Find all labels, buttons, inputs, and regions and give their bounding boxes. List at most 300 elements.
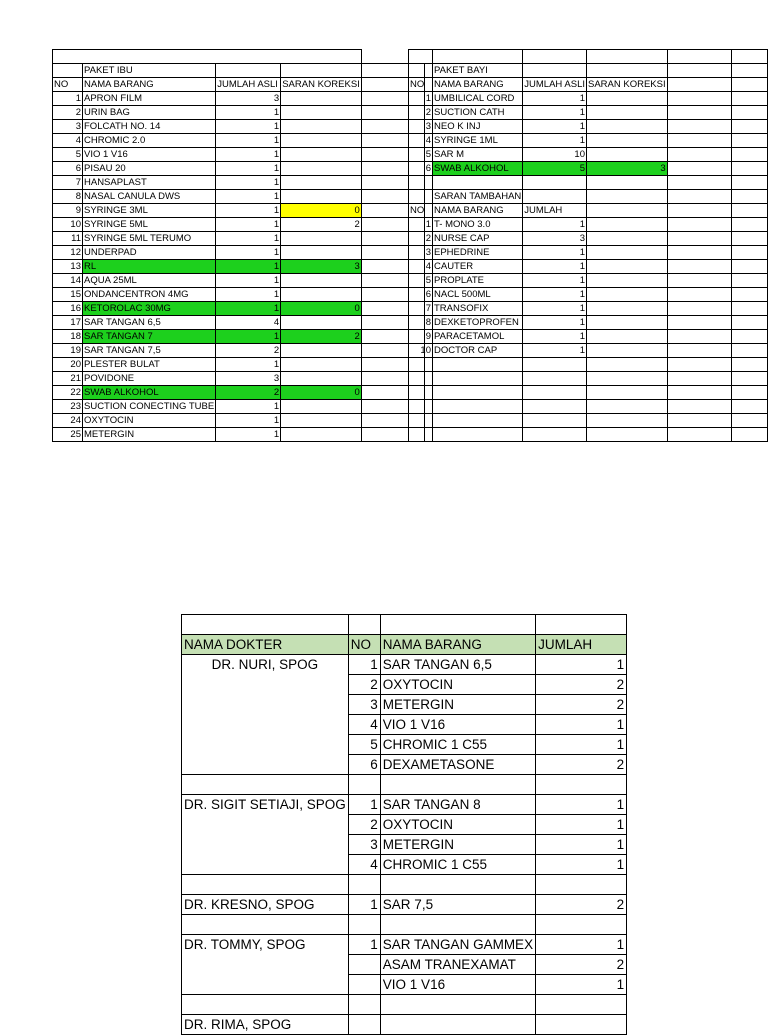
column-header-no[interactable]: NO	[53, 78, 83, 92]
item-saran[interactable]	[587, 120, 668, 134]
item-name[interactable]: PLESTER BULAT	[83, 358, 216, 372]
column-header-saran[interactable]: SARAN KOREKSI	[588, 79, 666, 90]
item-jumlah[interactable]: 2	[216, 344, 281, 358]
cell[interactable]	[587, 232, 668, 246]
item-name[interactable]: METERGIN	[380, 695, 535, 715]
item-name[interactable]: ASAM TRANEXAMAT	[380, 955, 535, 975]
cell[interactable]	[523, 386, 587, 400]
cell[interactable]	[667, 386, 731, 400]
cell[interactable]	[348, 915, 380, 935]
column-header-no[interactable]: NO	[409, 78, 433, 92]
cell[interactable]	[731, 414, 767, 428]
cell[interactable]	[587, 260, 668, 274]
cell[interactable]	[667, 92, 731, 106]
cell[interactable]	[587, 386, 668, 400]
item-jumlah[interactable]: 1	[216, 428, 281, 442]
item-saran[interactable]	[281, 120, 362, 134]
item-name[interactable]: HANSAPLAST	[83, 176, 216, 190]
item-jumlah[interactable]: 3	[216, 92, 281, 106]
item-name[interactable]: T- MONO 3.0	[433, 218, 523, 232]
cell[interactable]	[409, 372, 433, 386]
item-jumlah[interactable]: 1	[536, 815, 627, 835]
column-header-dokter[interactable]: NAMA DOKTER	[182, 635, 349, 655]
cell[interactable]	[348, 875, 380, 895]
row-no[interactable]	[348, 955, 380, 975]
cell[interactable]	[409, 428, 433, 442]
row-no[interactable]: 1	[409, 218, 433, 232]
cell[interactable]	[433, 386, 523, 400]
item-saran[interactable]	[281, 232, 362, 246]
cell[interactable]	[182, 995, 349, 1015]
item-name[interactable]: NURSE CAP	[433, 232, 523, 246]
item-saran[interactable]	[281, 92, 362, 106]
cell[interactable]	[731, 316, 767, 330]
row-no[interactable]: 21	[53, 372, 83, 386]
item-saran[interactable]	[281, 316, 362, 330]
cell[interactable]	[182, 915, 349, 935]
item-jumlah[interactable]	[536, 1015, 627, 1035]
item-name[interactable]: DEXKETOPROFEN	[433, 316, 523, 330]
item-jumlah[interactable]: 1	[536, 655, 627, 675]
doctor-name[interactable]: DR. NURI, SPOG	[182, 655, 349, 775]
item-name[interactable]: SAR TANGAN 7	[83, 330, 216, 344]
item-jumlah[interactable]: 1	[536, 975, 627, 995]
item-name[interactable]: METERGIN	[83, 428, 216, 442]
cell[interactable]	[409, 386, 433, 400]
cell[interactable]	[433, 50, 523, 64]
item-jumlah[interactable]: 2	[536, 895, 627, 915]
cell[interactable]	[731, 106, 767, 120]
item-jumlah[interactable]: 2	[536, 675, 627, 695]
cell[interactable]	[281, 64, 362, 78]
cell[interactable]	[587, 274, 668, 288]
cell[interactable]	[587, 204, 668, 218]
cell[interactable]	[587, 176, 668, 190]
cell[interactable]	[731, 372, 767, 386]
cell[interactable]	[667, 246, 731, 260]
cell[interactable]	[380, 615, 535, 635]
item-jumlah[interactable]: 1	[523, 92, 587, 106]
item-name[interactable]: POVIDONE	[83, 372, 216, 386]
cell[interactable]	[380, 875, 535, 895]
item-jumlah[interactable]: 10	[523, 148, 587, 162]
row-no[interactable]: 6	[409, 288, 433, 302]
cell[interactable]	[380, 995, 535, 1015]
item-name[interactable]: APRON FILM	[83, 92, 216, 106]
item-name[interactable]: SAR TANGAN 6,5	[83, 316, 216, 330]
item-name[interactable]: SUCTION CATH	[433, 106, 523, 120]
cell[interactable]	[523, 400, 587, 414]
item-name[interactable]: KETOROLAC 30MG	[83, 302, 216, 316]
cell[interactable]	[667, 162, 731, 176]
row-no[interactable]: 4	[348, 855, 380, 875]
cell[interactable]	[667, 232, 731, 246]
cell[interactable]	[731, 78, 767, 92]
cell[interactable]	[731, 120, 767, 134]
cell[interactable]	[587, 246, 668, 260]
cell[interactable]	[731, 218, 767, 232]
item-name[interactable]: NEO K INJ	[433, 120, 523, 134]
row-no[interactable]: 14	[53, 274, 83, 288]
cell[interactable]	[731, 162, 767, 176]
item-jumlah[interactable]: 2	[216, 386, 281, 400]
column-header-no[interactable]: NO	[409, 204, 433, 218]
item-name[interactable]: CHROMIC 1 C55	[380, 855, 535, 875]
cell[interactable]	[667, 260, 731, 274]
item-name[interactable]: VIO 1 V16	[380, 715, 535, 735]
cell[interactable]	[536, 915, 627, 935]
row-no[interactable]: 11	[53, 232, 83, 246]
cell[interactable]	[731, 92, 767, 106]
doctor-name[interactable]: DR. KRESNO, SPOG	[182, 895, 349, 915]
row-no[interactable]: 5	[409, 148, 433, 162]
cell[interactable]	[667, 358, 731, 372]
cell[interactable]	[182, 615, 349, 635]
item-name[interactable]: METERGIN	[380, 835, 535, 855]
item-saran[interactable]	[281, 176, 362, 190]
row-no[interactable]: 3	[348, 695, 380, 715]
item-saran[interactable]	[281, 106, 362, 120]
row-no[interactable]: 8	[53, 190, 83, 204]
item-name[interactable]: FOLCATH NO. 14	[83, 120, 216, 134]
cell[interactable]	[587, 218, 668, 232]
item-name[interactable]: PARACETAMOL	[433, 330, 523, 344]
row-no[interactable]	[348, 975, 380, 995]
item-saran[interactable]: 2	[281, 330, 362, 344]
item-name[interactable]: SYRINGE 3ML	[83, 204, 216, 218]
cell[interactable]	[348, 615, 380, 635]
cell[interactable]	[731, 344, 767, 358]
item-name[interactable]	[380, 1015, 535, 1035]
row-no[interactable]: 3	[409, 120, 433, 134]
row-no[interactable]: 25	[53, 428, 83, 442]
row-no[interactable]: 6	[409, 162, 433, 176]
cell[interactable]	[667, 274, 731, 288]
item-saran[interactable]: 2	[281, 218, 362, 232]
cell[interactable]	[523, 190, 587, 204]
cell[interactable]	[731, 134, 767, 148]
item-saran[interactable]	[281, 246, 362, 260]
item-saran[interactable]	[587, 134, 668, 148]
cell[interactable]	[523, 176, 587, 190]
cell[interactable]	[348, 775, 380, 795]
doctor-name[interactable]: DR. SIGIT SETIAJI, SPOG	[182, 795, 349, 875]
cell[interactable]	[667, 414, 731, 428]
item-jumlah[interactable]: 1	[216, 400, 281, 414]
item-name[interactable]: PROPLATE	[433, 274, 523, 288]
cell[interactable]	[667, 218, 731, 232]
item-name[interactable]: SYRINGE 1ML	[433, 134, 523, 148]
cell[interactable]	[587, 428, 668, 442]
cell[interactable]	[409, 190, 433, 204]
cell[interactable]	[433, 372, 523, 386]
row-no[interactable]: 7	[53, 176, 83, 190]
cell[interactable]	[667, 344, 731, 358]
item-jumlah[interactable]: 1	[216, 288, 281, 302]
cell[interactable]	[523, 64, 587, 78]
cell[interactable]	[667, 148, 731, 162]
item-saran[interactable]	[281, 190, 362, 204]
cell[interactable]	[587, 372, 668, 386]
item-jumlah[interactable]: 1	[536, 855, 627, 875]
item-name[interactable]: TRANSOFIX	[433, 302, 523, 316]
row-no[interactable]: 1	[409, 92, 433, 106]
cell[interactable]	[53, 64, 83, 78]
row-no[interactable]: 4	[348, 715, 380, 735]
item-saran[interactable]	[587, 148, 668, 162]
item-name[interactable]: OXYTOCIN	[380, 815, 535, 835]
section-title[interactable]: PAKET IBU	[83, 64, 216, 78]
cell[interactable]	[667, 428, 731, 442]
cell[interactable]	[731, 204, 767, 218]
row-no[interactable]: 18	[53, 330, 83, 344]
row-no[interactable]: 17	[53, 316, 83, 330]
row-no[interactable]: 10	[53, 218, 83, 232]
item-name[interactable]: NACL 500ML	[433, 288, 523, 302]
row-no[interactable]: 3	[409, 246, 433, 260]
item-saran[interactable]	[587, 92, 668, 106]
row-no[interactable]: 1	[53, 92, 83, 106]
item-name[interactable]: URIN BAG	[83, 106, 216, 120]
item-name[interactable]: SAR TANGAN 6,5	[380, 655, 535, 675]
cell[interactable]	[409, 400, 433, 414]
item-saran[interactable]	[281, 148, 362, 162]
item-jumlah[interactable]: 1	[216, 190, 281, 204]
item-jumlah[interactable]: 1	[523, 302, 587, 316]
cell[interactable]	[587, 330, 668, 344]
item-jumlah[interactable]: 1	[523, 316, 587, 330]
item-jumlah[interactable]: 3	[523, 232, 587, 246]
cell[interactable]	[731, 386, 767, 400]
row-no[interactable]: 23	[53, 400, 83, 414]
item-name[interactable]: DEXAMETASONE	[380, 755, 535, 775]
item-name[interactable]: SUCTION CONECTING TUBE	[84, 401, 215, 412]
row-no[interactable]: 6	[348, 755, 380, 775]
item-jumlah[interactable]: 1	[523, 344, 587, 358]
row-no[interactable]: 9	[53, 204, 83, 218]
row-no[interactable]: 2	[348, 675, 380, 695]
item-name[interactable]: OXYTOCIN	[83, 414, 216, 428]
item-name[interactable]: UNDERPAD	[83, 246, 216, 260]
cell[interactable]	[523, 428, 587, 442]
row-no[interactable]: 8	[409, 316, 433, 330]
cell[interactable]	[667, 64, 731, 78]
item-name[interactable]: AQUA 25ML	[83, 274, 216, 288]
row-no[interactable]: 4	[409, 134, 433, 148]
row-no[interactable]: 6	[53, 162, 83, 176]
cell[interactable]	[380, 775, 535, 795]
item-jumlah[interactable]: 1	[523, 246, 587, 260]
cell[interactable]	[667, 204, 731, 218]
cell[interactable]	[731, 50, 767, 64]
cell[interactable]	[433, 358, 523, 372]
cell[interactable]	[667, 330, 731, 344]
item-name[interactable]: VIO 1 V16	[83, 148, 216, 162]
item-jumlah[interactable]: 1	[523, 288, 587, 302]
cell[interactable]	[348, 995, 380, 1015]
row-no[interactable]: 5	[53, 148, 83, 162]
item-jumlah[interactable]: 1	[216, 148, 281, 162]
item-name[interactable]: SAR TANGAN 7,5	[83, 344, 216, 358]
row-no[interactable]: 2	[53, 106, 83, 120]
cell[interactable]	[667, 50, 731, 64]
item-jumlah[interactable]: 1	[536, 795, 627, 815]
item-jumlah[interactable]: 2	[536, 695, 627, 715]
item-jumlah[interactable]: 1	[523, 218, 587, 232]
cell[interactable]	[731, 260, 767, 274]
item-jumlah[interactable]: 1	[216, 106, 281, 120]
item-jumlah[interactable]: 1	[523, 134, 587, 148]
item-jumlah[interactable]: 3	[216, 372, 281, 386]
cell[interactable]	[53, 50, 362, 64]
item-name[interactable]: CHROMIC 2.0	[83, 134, 216, 148]
cell[interactable]	[433, 400, 523, 414]
row-no[interactable]: 9	[409, 330, 433, 344]
item-name[interactable]: SAR 7,5	[380, 895, 535, 915]
item-name[interactable]: SYRINGE 5ML	[83, 218, 216, 232]
cell[interactable]	[587, 358, 668, 372]
item-jumlah[interactable]: 1	[216, 330, 281, 344]
item-name[interactable]: PISAU 20	[83, 162, 216, 176]
item-saran[interactable]	[281, 400, 362, 414]
cell[interactable]	[409, 50, 433, 64]
item-jumlah[interactable]: 1	[216, 232, 281, 246]
section-title[interactable]: SARAN TAMBAHAN	[434, 191, 522, 202]
cell[interactable]	[731, 330, 767, 344]
cell[interactable]	[587, 288, 668, 302]
item-jumlah[interactable]: 1	[216, 218, 281, 232]
cell[interactable]	[409, 176, 433, 190]
cell[interactable]	[216, 64, 281, 78]
row-no[interactable]: 19	[53, 344, 83, 358]
cell[interactable]	[667, 400, 731, 414]
row-no[interactable]: 13	[53, 260, 83, 274]
cell[interactable]	[536, 775, 627, 795]
row-no[interactable]: 24	[53, 414, 83, 428]
item-saran[interactable]: 3	[587, 162, 668, 176]
item-saran[interactable]	[281, 288, 362, 302]
item-jumlah[interactable]: 1	[216, 302, 281, 316]
row-no[interactable]: 4	[53, 134, 83, 148]
item-saran[interactable]	[281, 414, 362, 428]
cell[interactable]	[409, 64, 433, 78]
row-no[interactable]: 4	[409, 260, 433, 274]
item-name[interactable]: CHROMIC 1 C55	[380, 735, 535, 755]
item-jumlah[interactable]: 1	[216, 120, 281, 134]
item-jumlah[interactable]: 1	[536, 715, 627, 735]
column-header-jumlah[interactable]: JUMLAH ASLI	[524, 79, 585, 90]
cell[interactable]	[587, 64, 668, 78]
row-no[interactable]: 1	[348, 935, 380, 955]
column-header-nama[interactable]: NAMA BARANG	[433, 204, 523, 218]
cell[interactable]	[587, 50, 668, 64]
cell[interactable]	[667, 190, 731, 204]
cell[interactable]	[731, 176, 767, 190]
item-saran[interactable]	[281, 372, 362, 386]
cell[interactable]	[587, 414, 668, 428]
cell[interactable]	[731, 246, 767, 260]
cell[interactable]	[667, 288, 731, 302]
cell[interactable]	[409, 358, 433, 372]
item-saran[interactable]	[281, 428, 362, 442]
cell[interactable]	[587, 344, 668, 358]
cell[interactable]	[731, 400, 767, 414]
item-name[interactable]: SAR M	[433, 148, 523, 162]
item-saran[interactable]: 3	[281, 260, 362, 274]
item-name[interactable]: UMBILICAL CORD	[433, 92, 523, 106]
item-name[interactable]: DOCTOR CAP	[433, 344, 523, 358]
item-jumlah[interactable]: 5	[523, 162, 587, 176]
row-no[interactable]: 3	[53, 120, 83, 134]
item-jumlah[interactable]: 1	[216, 414, 281, 428]
item-jumlah[interactable]: 4	[216, 316, 281, 330]
item-jumlah[interactable]: 2	[536, 955, 627, 975]
item-name[interactable]: CAUTER	[433, 260, 523, 274]
cell[interactable]	[731, 190, 767, 204]
cell[interactable]	[587, 316, 668, 330]
cell[interactable]	[433, 414, 523, 428]
cell[interactable]	[667, 78, 731, 92]
cell[interactable]	[667, 106, 731, 120]
row-no[interactable]: 10	[409, 344, 433, 358]
row-no[interactable]	[348, 1015, 380, 1035]
row-no[interactable]: 1	[348, 795, 380, 815]
cell[interactable]	[587, 190, 668, 204]
item-jumlah[interactable]: 1	[216, 162, 281, 176]
row-no[interactable]: 15	[53, 288, 83, 302]
item-saran[interactable]	[281, 344, 362, 358]
column-header-nama[interactable]: NAMA BARANG	[83, 78, 216, 92]
cell[interactable]	[731, 358, 767, 372]
item-name[interactable]: SYRINGE 5ML TERUMO	[83, 232, 216, 246]
item-name[interactable]: SWAB ALKOHOL	[433, 162, 523, 176]
cell[interactable]	[380, 915, 535, 935]
item-name[interactable]: VIO 1 V16	[380, 975, 535, 995]
cell[interactable]	[667, 134, 731, 148]
cell[interactable]	[731, 288, 767, 302]
cell[interactable]	[667, 120, 731, 134]
section-title[interactable]: PAKET BAYI	[433, 64, 523, 78]
item-jumlah[interactable]: 1	[523, 260, 587, 274]
row-no[interactable]: 3	[348, 835, 380, 855]
cell[interactable]	[667, 302, 731, 316]
column-header-no[interactable]: NO	[348, 635, 380, 655]
item-jumlah[interactable]: 1	[523, 274, 587, 288]
row-no[interactable]: 2	[409, 106, 433, 120]
cell[interactable]	[731, 148, 767, 162]
column-header-nama[interactable]: NAMA BARANG	[380, 635, 535, 655]
item-name[interactable]: RL	[83, 260, 216, 274]
cell[interactable]	[523, 372, 587, 386]
cell[interactable]	[523, 414, 587, 428]
row-no[interactable]: 16	[53, 302, 83, 316]
cell[interactable]	[731, 302, 767, 316]
item-name[interactable]: SAR TANGAN 8	[380, 795, 535, 815]
item-jumlah[interactable]: 1	[536, 735, 627, 755]
cell[interactable]	[409, 414, 433, 428]
row-no[interactable]: 2	[348, 815, 380, 835]
row-no[interactable]: 1	[348, 895, 380, 915]
column-header-nama[interactable]: NAMA BARANG	[433, 78, 523, 92]
cell[interactable]	[536, 615, 627, 635]
item-saran[interactable]	[281, 274, 362, 288]
item-jumlah[interactable]: 1	[523, 106, 587, 120]
column-header-jumlah[interactable]: JUMLAH ASLI	[216, 78, 281, 92]
item-name[interactable]: SAR TANGAN GAMMEX	[380, 935, 535, 955]
cell[interactable]	[523, 50, 587, 64]
cell[interactable]	[667, 372, 731, 386]
item-saran[interactable]	[281, 358, 362, 372]
